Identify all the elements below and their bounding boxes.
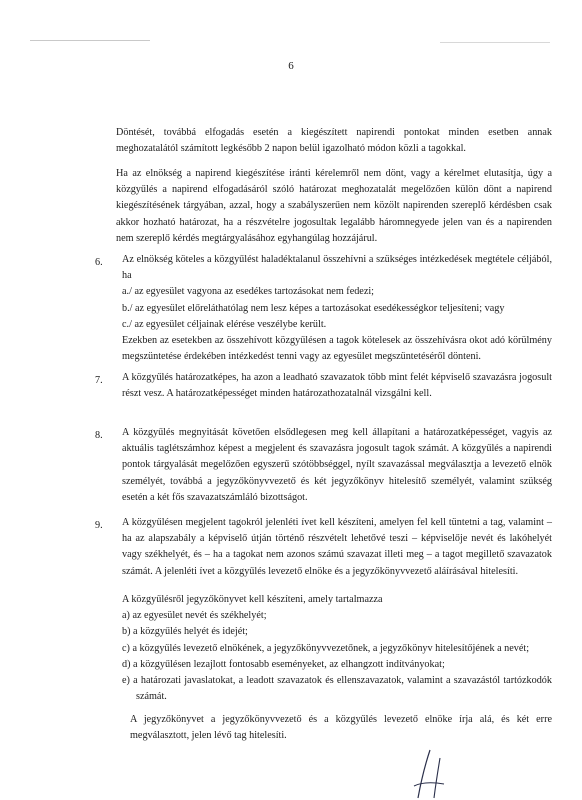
- item-8: A közgyűlés megnyitását követően elsődlegesen meg kell állapítani a határozatképességet, vagyis az aktuális taglétszámhoz képest a megjelent és szavazásra jogosult tagok számát. A közgyűlés a napirendi pontok tárgyalását megelőzően egyszerű szótöbbséggel, nyílt szavazással megválasztja a levezető elnök személyét, továbbá a jegyzőkönyvvezető és két jegyzőkönyv hitelesítő személyét, valamint szükség esetén a két fős szavazatszámláló bizottságot.: [122, 427, 552, 503]
- intro-paragraph-1: Döntését, továbbá elfogadás esetén a kiegészített napirendi pontokat minden esetben annak meghozatalától számított legkésőbb 2 napon belül igazolható módon közli a tagokkal.: [116, 127, 552, 155]
- minutes-item-c: c) a közgyűlés levezető elnökének, a jegyzőkönyvvezetőnek, a jegyzőkönyv hitelesítőjének a nevét;: [122, 642, 530, 654]
- minutes-item-e: e) a határozati javaslatokat, a leadott szavazatok és ellenszavazatok, valamint a szavazástól tartózkodók számát.: [122, 675, 552, 703]
- item-9-number: 9.: [95, 520, 103, 531]
- minutes-section: [122, 592, 552, 705]
- intro-paragraph-2: Ha az elnökség a napirend kiegészítése iránti kérelemről nem dönt, vagy a kérelmet elutasítja, úgy a közgyűlés a napirend elfogadásáról szóló határozat meghozatalát megelőzően külön dönt a napirend kiegészítésének tárgyában, azzal, hogy a szabályszerűen nem közölt napirenden szereplő kérdésben csak akkor hozható határozat, ha a részvételre jogosultak legalább háromnegyede jelen van és a napirenden nem szereplő kérdés megtárgyalásához egyhangúlag hozzájárul.: [116, 168, 552, 244]
- item-9: A közgyűlésen megjelent tagokról jelenléti ívet kell készíteni, amelyen fel kell tüntetni a tag, valamint – ha az alapszabály a képviselő útján történő részvételt lehetővé teszi – képviselője nevét és lakóhelyét vagy székhelyét, és – ha a tagokat nem azonos számú szavazat illeti meg – a tagot megillető szavazatok számát. A jelenléti ívet a közgyűlés levezető elnöke és a jegyzőkönyvvezető aláírásával hitelesíti.: [122, 517, 552, 577]
- scan-edge-mark: [30, 40, 150, 41]
- minutes-item-a: a) az egyesület nevét és székhelyét;: [122, 610, 267, 622]
- item-6-c: c./ az egyesület céljainak elérése veszélybe került.: [122, 318, 327, 330]
- item-6-a: a./ az egyesület vagyona az esedékes tartozásokat nem fedezi;: [122, 286, 375, 298]
- minutes-item-d: d) a közgyűlésen lezajlott fontosabb eseményeket, az elhangzott indítványokat;: [122, 658, 445, 670]
- item-8-number: 8.: [95, 430, 103, 441]
- item-7-number: 7.: [95, 375, 103, 386]
- item-6-number: 6.: [95, 257, 103, 268]
- signature-initials: [400, 748, 460, 800]
- minutes-item-b: b) a közgyűlés helyét és idejét;: [122, 626, 248, 638]
- item-7: A közgyűlés határozatképes, ha azon a leadható szavazatok több mint felét képviselő szavazásra jogosult részt vesz. A határozatképességet minden határozathozatalnál vizsgálni kell.: [122, 372, 552, 400]
- item-6: [122, 252, 552, 365]
- scan-edge-mark: [440, 42, 550, 43]
- minutes-intro: A közgyűlésről jegyzőkönyvet kell készíteni, amely tartalmazza: [122, 594, 383, 605]
- closing-paragraph: A jegyzőkönyvet a jegyzőkönyvvezető és a közgyűlés levezető elnöke írja alá, és két erre megválasztott, jelen lévő tag hitelesíti.: [130, 714, 552, 742]
- item-6-tail: Ezekben az esetekben az összehívott közgyűlésen a tagok kötelesek az összehívásra okot adó körülmény megszüntetése érdekében intézkedést tenni vagy az egyesület megszüntetéséről dönteni.: [122, 335, 552, 363]
- item-6-b: b./ az egyesület előreláthatólag nem lesz képes a tartozásokat esedékességkor teljesíteni; vagy: [122, 302, 505, 314]
- page-number: 6: [288, 60, 294, 72]
- item-6-text: Az elnökség köteles a közgyűlést haladéktalanul összehívni a szükséges intézkedések megtétele céljából, ha: [122, 254, 552, 282]
